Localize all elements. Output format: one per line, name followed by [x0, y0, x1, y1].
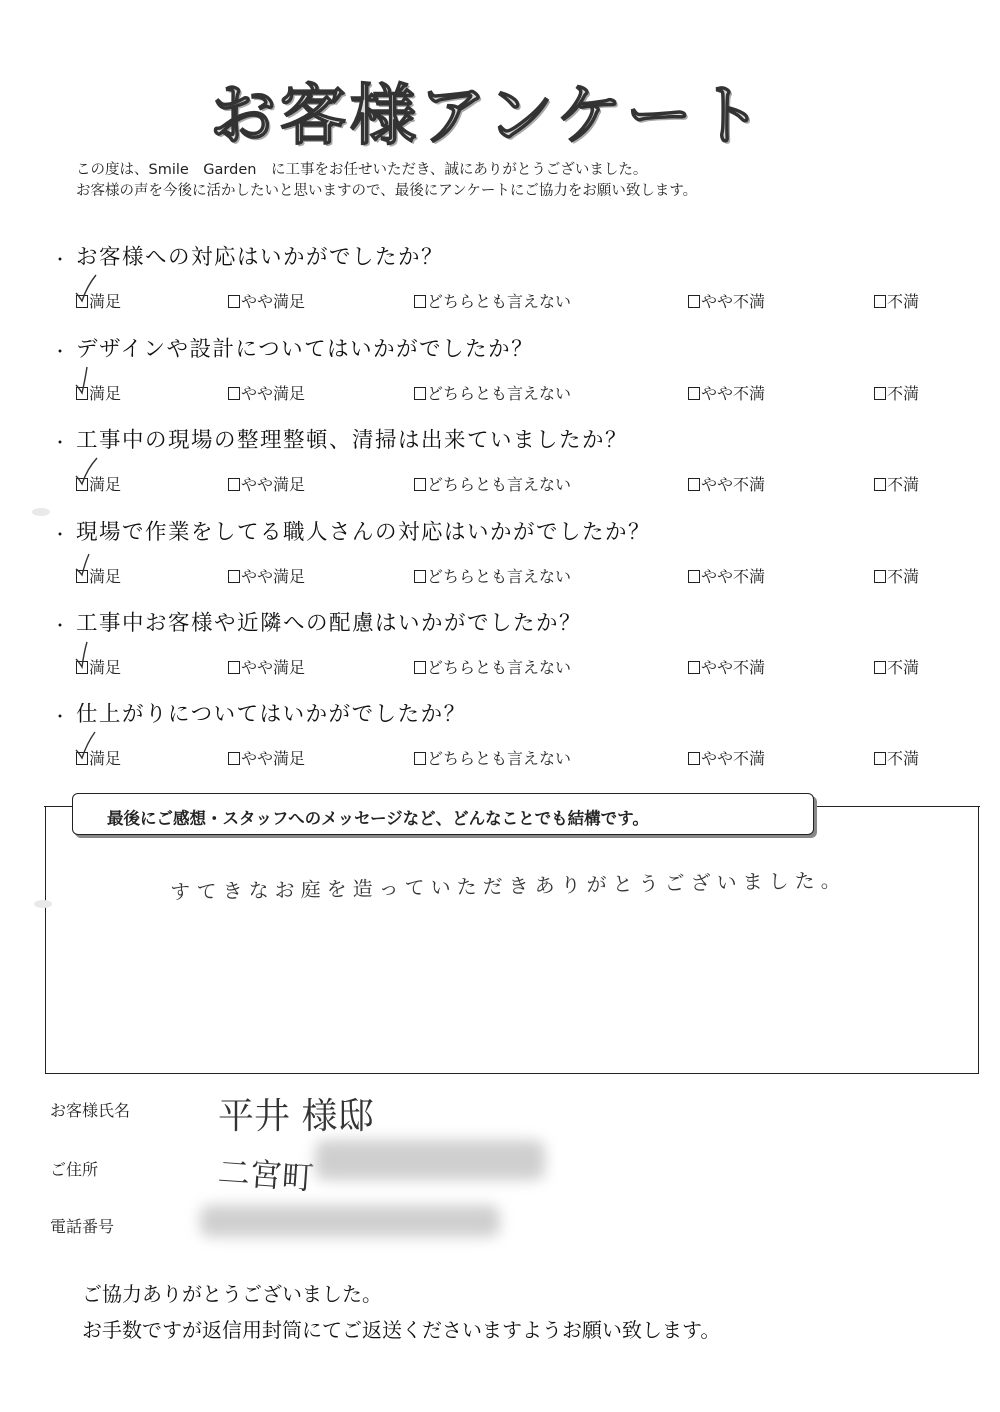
closing-line: ご協力ありがとうございました。	[82, 1282, 382, 1306]
check-mark-icon	[73, 366, 101, 396]
redacted-phone	[200, 1205, 500, 1237]
checkbox[interactable]	[874, 387, 886, 400]
page-title: お客様アンケート	[210, 77, 767, 154]
option-somewhat-satisfied[interactable]: やや満足	[228, 472, 305, 495]
checkbox[interactable]	[228, 478, 240, 491]
comment-header: 最後にご感想・スタッフへのメッセージなど、どんなことでも結構です。	[72, 793, 814, 835]
answer-options	[52, 564, 952, 588]
option-somewhat-dissatisfied[interactable]: やや不満	[688, 381, 765, 404]
checkbox[interactable]	[688, 570, 700, 583]
comment-text: すてきなお庭を造っていただきありがとうございました。	[169, 868, 847, 904]
option-neutral[interactable]: どちらとも言えない	[414, 564, 571, 587]
closing-text	[82, 1276, 720, 1348]
option-dissatisfied[interactable]: 不満	[874, 655, 919, 678]
option-somewhat-satisfied[interactable]: やや満足	[228, 655, 305, 678]
answer-options	[52, 381, 952, 405]
question-2	[52, 332, 952, 405]
question-text: ・ 工事中お客様や近隣への配慮はいかがでしたか？	[52, 611, 583, 636]
checkbox-checked[interactable]	[76, 387, 88, 400]
option-satisfied[interactable]: 満足	[76, 564, 121, 587]
option-somewhat-dissatisfied[interactable]: やや不満	[688, 564, 765, 587]
option-dissatisfied[interactable]: 不満	[874, 472, 919, 495]
closing-line: お手数ですが返信用封筒にてご返送くださいますようお願い致します。	[82, 1318, 721, 1342]
checkbox-checked[interactable]	[76, 478, 88, 491]
address-label: ご住所	[50, 1160, 99, 1179]
option-dissatisfied[interactable]: 不満	[874, 381, 919, 404]
question-text: ・ デザインや設計についてはいかがでしたか？	[52, 337, 535, 362]
question-text: ・ 工事中の現場の整理整頓、清掃は出来ていましたか？	[52, 428, 629, 453]
question-6	[52, 697, 952, 770]
checkbox[interactable]	[688, 661, 700, 674]
check-mark-icon	[73, 457, 101, 487]
checkbox-checked[interactable]	[76, 570, 88, 583]
checkbox[interactable]	[414, 570, 426, 583]
option-satisfied[interactable]: 満足	[76, 472, 121, 495]
name-label: お客様氏名	[50, 1101, 131, 1120]
option-somewhat-dissatisfied[interactable]: やや不満	[688, 289, 765, 312]
answer-options	[52, 655, 952, 679]
checkbox[interactable]	[688, 752, 700, 765]
option-satisfied[interactable]: 満足	[76, 655, 121, 678]
checkbox[interactable]	[874, 661, 886, 674]
checkbox[interactable]	[414, 661, 426, 674]
option-neutral[interactable]: どちらとも言えない	[414, 655, 571, 678]
question-4	[52, 515, 952, 588]
answer-options	[52, 472, 952, 496]
checkbox[interactable]	[688, 295, 700, 308]
checkbox-checked[interactable]	[76, 752, 88, 765]
address-value: 二宮町	[216, 1152, 316, 1198]
option-dissatisfied[interactable]: 不満	[874, 564, 919, 587]
check-mark-icon	[73, 640, 101, 670]
checkbox[interactable]	[228, 661, 240, 674]
check-mark-icon	[73, 731, 101, 761]
checkbox[interactable]	[414, 478, 426, 491]
checkbox[interactable]	[874, 570, 886, 583]
checkbox[interactable]	[228, 752, 240, 765]
intro-line: この度は、Smile Garden に工事をお任せいただき、誠にありがとうございました。	[76, 162, 648, 178]
option-neutral[interactable]: どちらとも言えない	[414, 746, 571, 769]
checkbox[interactable]	[874, 752, 886, 765]
intro-text	[76, 160, 697, 202]
checkbox[interactable]	[414, 387, 426, 400]
checkbox[interactable]	[874, 478, 886, 491]
question-3	[52, 423, 952, 496]
checkbox[interactable]	[688, 478, 700, 491]
question-1	[52, 240, 952, 313]
option-somewhat-dissatisfied[interactable]: やや不満	[688, 655, 765, 678]
option-dissatisfied[interactable]: 不満	[874, 289, 919, 312]
answer-options	[52, 289, 952, 313]
check-mark-icon	[73, 274, 101, 304]
checkbox-checked[interactable]	[76, 661, 88, 674]
question-text: ・ 仕上がりについてはいかがでしたか？	[52, 702, 467, 727]
option-somewhat-satisfied[interactable]: やや満足	[228, 746, 305, 769]
option-somewhat-dissatisfied[interactable]: やや不満	[688, 472, 765, 495]
phone-label: 電話番号	[50, 1217, 115, 1236]
option-neutral[interactable]: どちらとも言えない	[414, 472, 571, 495]
name-value: 平井 様邸	[218, 1096, 374, 1137]
checkbox[interactable]	[228, 295, 240, 308]
frame-edge	[816, 806, 980, 807]
question-text: ・ 現場で作業をしてる職人さんの対応はいかがでしたか？	[52, 520, 652, 545]
checkbox[interactable]	[228, 570, 240, 583]
option-somewhat-satisfied[interactable]: やや満足	[228, 564, 305, 587]
checkbox[interactable]	[414, 295, 426, 308]
check-mark-icon	[73, 549, 101, 579]
question-text: ・ お客様への対応はいかがでしたか？	[52, 245, 445, 270]
option-satisfied[interactable]: 満足	[76, 381, 121, 404]
frame-edge	[44, 806, 74, 807]
option-neutral[interactable]: どちらとも言えない	[414, 381, 571, 404]
checkbox[interactable]	[688, 387, 700, 400]
question-5	[52, 606, 952, 679]
option-somewhat-satisfied[interactable]: やや満足	[228, 289, 305, 312]
scan-artifact	[32, 508, 50, 516]
checkbox[interactable]	[414, 752, 426, 765]
option-satisfied[interactable]: 満足	[76, 289, 121, 312]
checkbox[interactable]	[228, 387, 240, 400]
answer-options	[52, 746, 952, 770]
intro-line: お客様の声を今後に活かしたいと思いますので、最後にアンケートにご協力をお願い致します。	[76, 183, 698, 199]
option-somewhat-satisfied[interactable]: やや満足	[228, 381, 305, 404]
scan-artifact	[34, 900, 52, 908]
checkbox[interactable]	[874, 295, 886, 308]
option-somewhat-dissatisfied[interactable]: やや不満	[688, 746, 765, 769]
redacted-address	[315, 1140, 545, 1180]
option-neutral[interactable]: どちらとも言えない	[414, 289, 571, 312]
option-satisfied[interactable]: 満足	[76, 746, 121, 769]
checkbox-checked[interactable]	[76, 295, 88, 308]
comment-box[interactable]	[45, 806, 979, 1074]
option-dissatisfied[interactable]: 不満	[874, 746, 919, 769]
